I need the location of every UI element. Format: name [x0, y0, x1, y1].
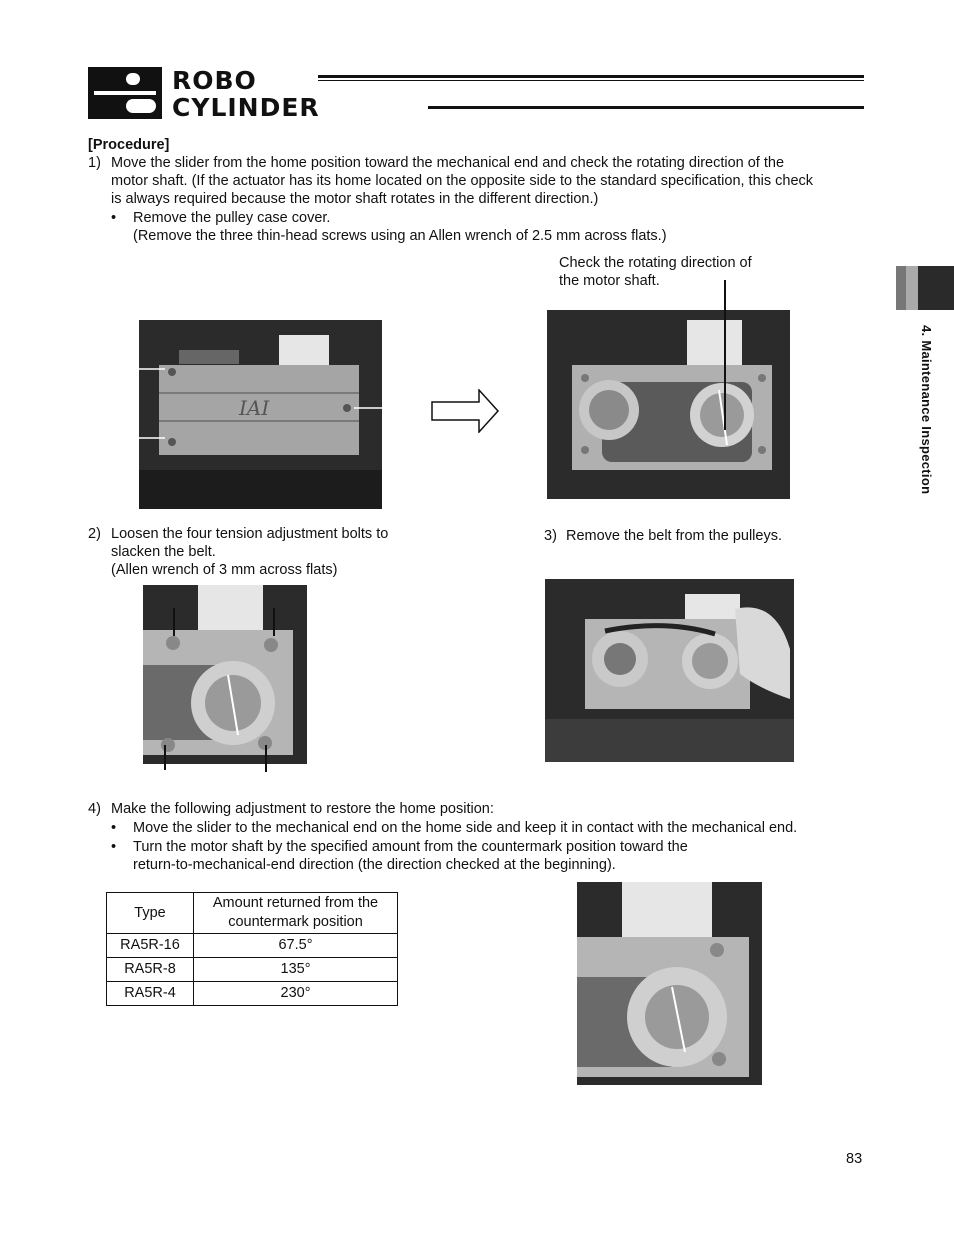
step1-bullet: Remove the pulley case cover. — [133, 210, 331, 226]
header-rule-thin — [318, 80, 864, 81]
table-cell: 230° — [194, 982, 398, 1006]
page-number: 83 — [846, 1151, 863, 1167]
step2-line: (Allen wrench of 3 mm across flats) — [111, 562, 338, 578]
table-header-cell — [194, 893, 398, 934]
step4-number: 4) — [88, 801, 101, 817]
logo-line2: CYLINDER — [172, 93, 320, 119]
step1-bullet-note: (Remove the three thin-head screws using an Allen wrench of 2.5 mm across flats.) — [133, 228, 667, 244]
return-amount-table — [106, 892, 398, 1006]
step3-number: 3) — [544, 528, 557, 544]
leader-line — [164, 745, 166, 770]
leader-line — [273, 608, 275, 636]
step3-text: Remove the belt from the pulleys. — [566, 528, 782, 544]
step1-line: motor shaft. (If the actuator has its home located on the opposite side to the standard specification, this check — [111, 173, 814, 189]
table-header-row — [107, 893, 398, 934]
step1-number: 1) — [88, 155, 101, 171]
table-cell: 135° — [194, 958, 398, 982]
table-header-cell: Type — [107, 893, 194, 934]
right-arrow-icon — [431, 389, 499, 433]
table-cell: 67.5° — [194, 934, 398, 958]
header-line: countermark position — [228, 914, 363, 930]
bullet-marker: • — [111, 820, 117, 836]
step1-line: Move the slider from the home position toward the mechanical end and check the rotating direction of the — [111, 155, 785, 171]
step4-bullet: Move the slider to the mechanical end on the home side and keep it in contact with the mechanical end. — [133, 820, 798, 836]
callout-line: Check the rotating direction of — [559, 255, 752, 271]
step2-line: slacken the belt. — [111, 544, 216, 560]
callout-leader-line — [724, 280, 726, 430]
chapter-tab-label: 4. Maintenance Inspection — [919, 325, 934, 495]
side-tab-block — [896, 266, 906, 310]
header-rule — [318, 75, 864, 78]
step4-text: Make the following adjustment to restore the home position: — [111, 801, 494, 817]
photo-pulleys-exposed — [547, 310, 790, 499]
step4-bullet: return-to-mechanical-end direction (the direction checked at the beginning). — [133, 857, 616, 873]
table-cell: RA5R-8 — [107, 958, 194, 982]
procedure-heading: [Procedure] — [88, 137, 170, 153]
logo-line1: ROBO — [172, 67, 257, 95]
side-tab-block — [918, 266, 954, 310]
step2-line: Loosen the four tension adjustment bolts to — [111, 526, 389, 542]
header-rule-lower — [428, 106, 864, 109]
photo-countermark — [577, 882, 762, 1085]
table-cell: RA5R-4 — [107, 982, 194, 1006]
table-cell: RA5R-16 — [107, 934, 194, 958]
cover-logo: IAI — [239, 396, 270, 420]
callout-line: the motor shaft. — [559, 273, 660, 289]
photo-belt-removal — [545, 579, 794, 762]
photo-pulley-case-cover — [139, 320, 382, 509]
step1-line: is always required because the motor shaft rotates in the different direction.) — [111, 191, 599, 207]
step2-number: 2) — [88, 526, 101, 542]
header-line: Amount returned from the — [212, 895, 379, 911]
bullet-marker: • — [111, 210, 117, 226]
leader-line — [265, 745, 267, 772]
photo-tension-bolts — [143, 585, 307, 764]
bullet-marker: • — [111, 839, 117, 855]
table-row — [107, 982, 398, 1006]
leader-line — [173, 608, 175, 636]
step4-bullet: Turn the motor shaft by the specified amount from the countermark position toward the — [133, 839, 688, 855]
table-row — [107, 958, 398, 982]
side-tab-block — [906, 266, 918, 310]
table-row — [107, 934, 398, 958]
